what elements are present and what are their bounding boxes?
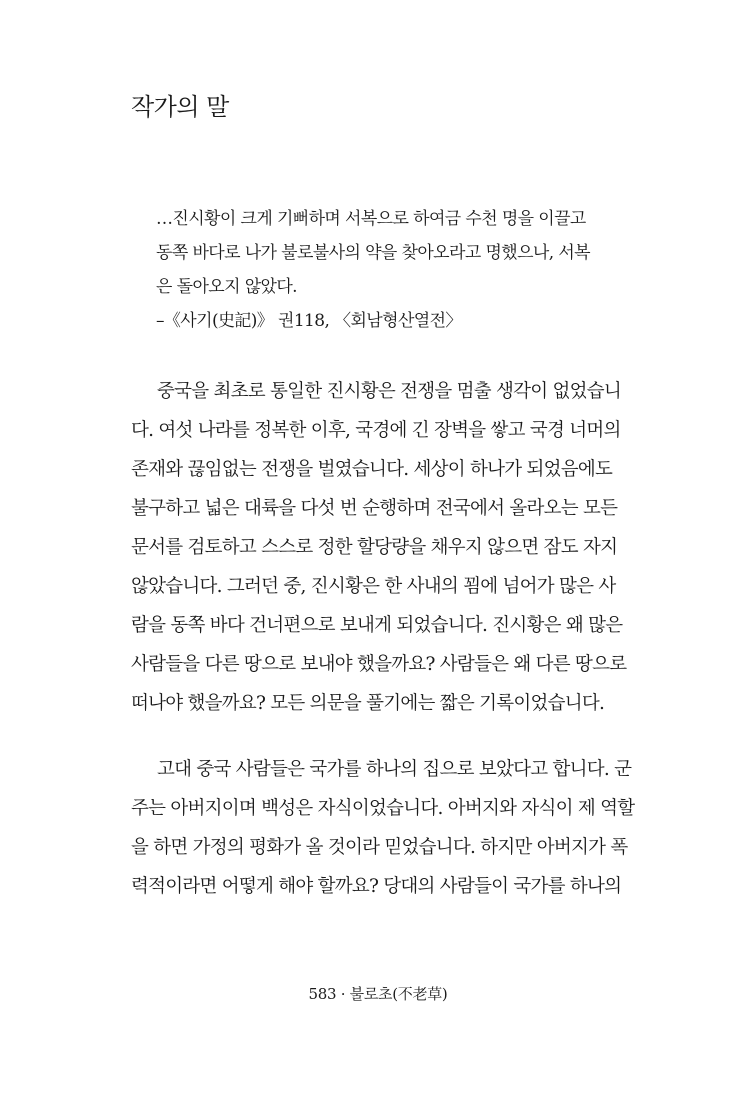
epigraph-line: 은 돌아오지 않았다. — [156, 277, 297, 297]
body-paragraph — [131, 372, 626, 723]
paragraph-line: 력적이라면 어떻게 해야 할까요? 당대의 사람들이 국가를 하나의 — [131, 876, 622, 897]
epigraph-source: –《사기(史記)》 권118, 〈회남형산열전〉 — [156, 311, 462, 331]
paragraph-line: 존재와 끊임없는 전쟁을 벌였습니다. 세상이 하나가 되었음에도 — [131, 459, 613, 480]
body-paragraph — [131, 750, 634, 906]
running-title: 불로초(不老草) — [349, 985, 448, 1003]
paragraph-line: 중국을 최초로 통일한 진시황은 전쟁을 멈출 생각이 없었습니 — [157, 381, 621, 402]
epigraph-quote — [156, 202, 590, 338]
paragraph-line: 을 하면 가정의 평화가 올 것이라 믿었습니다. 하지만 아버지가 폭 — [131, 837, 628, 858]
footer-separator: · — [340, 985, 346, 1003]
paragraph-line: 사람들을 다른 땅으로 보내야 했을까요? 사람들은 왜 다른 땅으로 — [131, 654, 627, 675]
paragraph-line: 다. 여섯 나라를 정복한 이후, 국경에 긴 장벽을 쌓고 국경 너머의 — [131, 420, 621, 441]
page-footer — [0, 982, 756, 1006]
paragraph-line: 불구하고 넓은 대륙을 다섯 번 순행하며 전국에서 올라오는 모든 — [131, 498, 618, 519]
epigraph-line: …진시황이 크게 기뻐하며 서복으로 하여금 수천 명을 이끌고 — [156, 209, 586, 229]
epigraph-line: 동쪽 바다로 나가 불로불사의 약을 찾아오라고 명했으나, 서복 — [156, 243, 590, 263]
page-title: 작가의 말 — [131, 93, 229, 121]
paragraph-line: 떠나야 했을까요? 모든 의문을 풀기에는 짧은 기록이었습니다. — [131, 693, 605, 714]
paragraph-line: 않았습니다. 그러던 중, 진시황은 한 사내의 꾐에 넘어가 많은 사 — [131, 576, 616, 597]
paragraph-line: 문서를 검토하고 스스로 정한 할당량을 채우지 않으면 잠도 자지 — [131, 537, 618, 558]
paragraph-line: 고대 중국 사람들은 국가를 하나의 집으로 보았다고 합니다. 군 — [157, 759, 632, 780]
paragraph-line: 람을 동쪽 바다 건너편으로 보내게 되었습니다. 진시황은 왜 많은 — [131, 615, 623, 636]
paragraph-line: 주는 아버지이며 백성은 자식이었습니다. 아버지와 자식이 제 역할 — [131, 798, 635, 819]
page-number: 583 — [308, 985, 337, 1003]
